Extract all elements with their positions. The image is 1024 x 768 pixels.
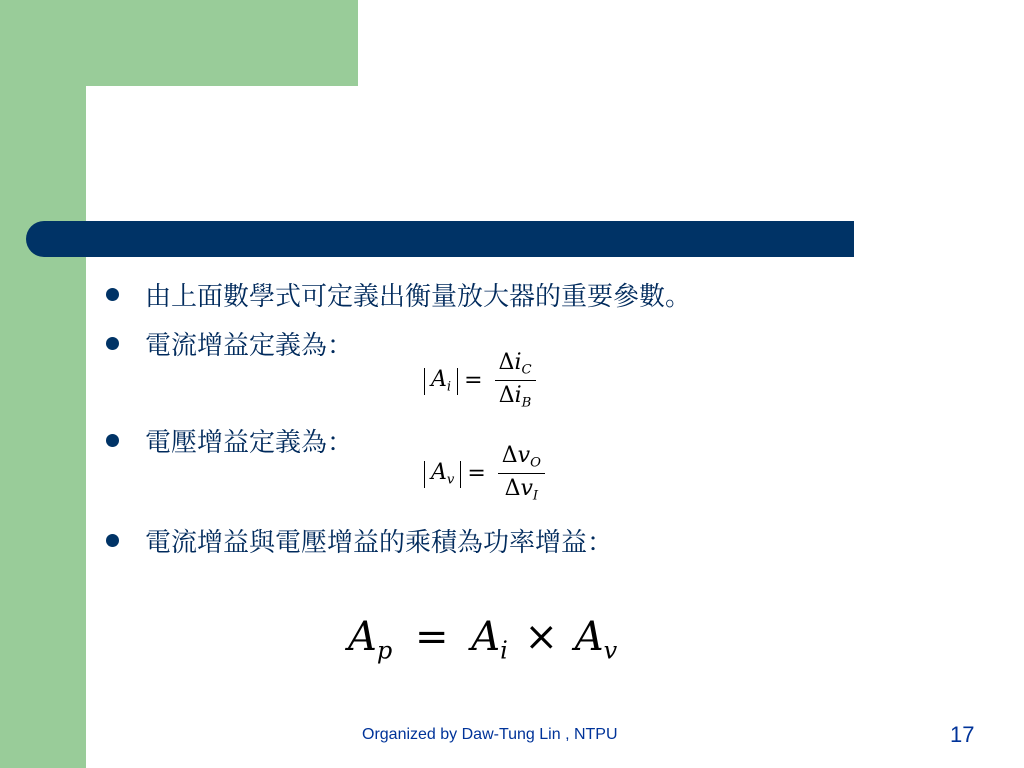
page-number: 17	[950, 722, 975, 747]
bullet-text: 電流增益定義為：	[145, 330, 354, 361]
green-side-bar	[0, 0, 86, 768]
equals-sign: =	[467, 460, 486, 486]
numerator: $\Delta v_O$	[501, 443, 541, 471]
equals-sign: =	[464, 367, 483, 393]
current-gain-equation	[424, 350, 536, 410]
bullet-text: 電壓增益定義為：	[145, 427, 354, 458]
denominator: $\Delta v_I$	[504, 475, 539, 504]
numerator: $\Delta i_C$	[498, 350, 532, 378]
fraction	[495, 350, 536, 410]
bullet-text: 由上面數學式可定義出衡量放大器的重要參數。	[145, 281, 692, 312]
bullet-item	[106, 274, 691, 314]
bullet-item	[106, 520, 613, 560]
rounded-corner	[86, 86, 206, 206]
bullet-icon	[106, 434, 119, 447]
abs-value: $A_i$	[424, 368, 458, 394]
bullet-item	[106, 420, 353, 460]
denominator: $\Delta i_B$	[498, 382, 532, 411]
bullet-icon	[106, 337, 119, 350]
footer-credit: Organized by Daw-Tung Lin , NTPU	[362, 726, 618, 743]
times-sign: ×	[524, 614, 559, 660]
fraction	[498, 443, 545, 503]
abs-value: $A_v$	[424, 461, 461, 487]
bullet-icon	[106, 288, 119, 301]
voltage-gain-equation	[424, 443, 545, 503]
bullet-icon	[106, 534, 119, 547]
title-band	[26, 221, 854, 257]
power-gain-equation: $A_p = A_i \times A_v$	[348, 614, 618, 665]
equals-sign: =	[414, 614, 449, 660]
bullet-text: 電流增益與電壓增益的乘積為功率增益：	[145, 527, 614, 558]
bullet-item	[106, 323, 353, 363]
green-top-bar	[0, 0, 358, 86]
